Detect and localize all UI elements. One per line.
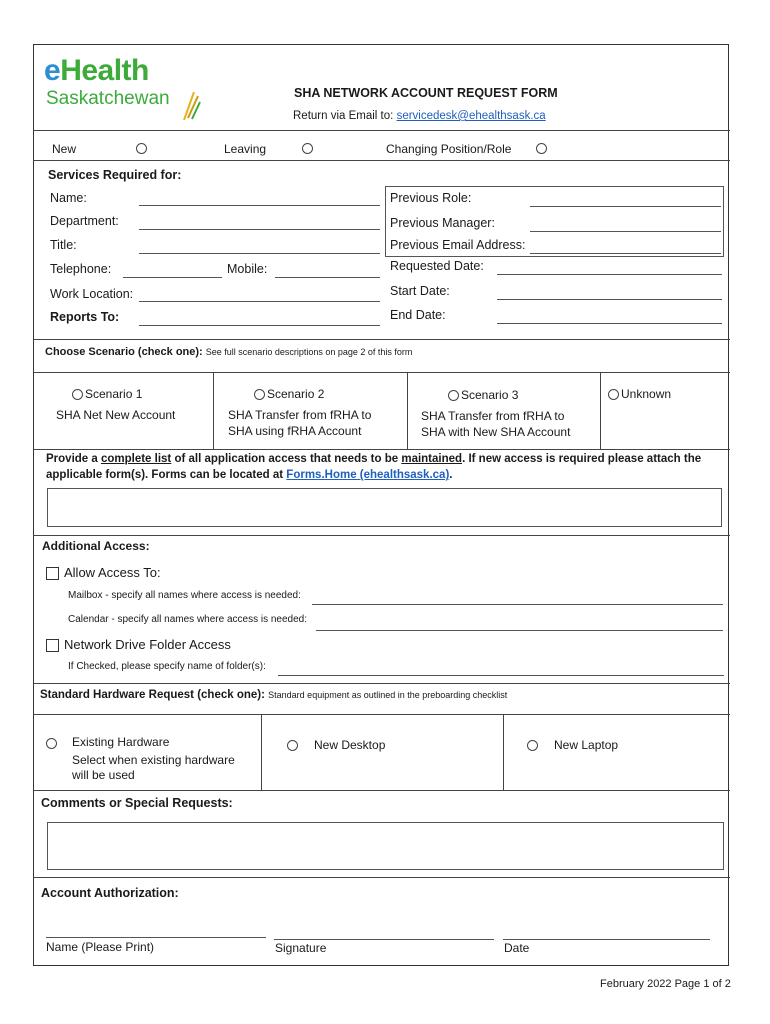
divider	[33, 790, 730, 791]
return-line: Return via Email to: servicedesk@ehealthsask.ca	[293, 110, 546, 122]
comments-heading: Comments or Special Requests:	[41, 796, 233, 810]
hardware-heading-row: Standard Hardware Request (check one): Standard equipment as outlined in the preboarding checklist	[40, 689, 508, 701]
department-field[interactable]	[139, 229, 380, 230]
scenario-3-desc-1: SHA Transfer from fRHA to	[421, 409, 565, 423]
name-field[interactable]	[139, 205, 380, 206]
new-label: New	[52, 142, 77, 156]
changing-radio[interactable]	[536, 143, 547, 154]
scenario-1-radio[interactable]	[72, 389, 83, 400]
existing-hardware-radio[interactable]	[46, 738, 57, 749]
start-date-label: Start Date:	[390, 284, 450, 298]
divider	[600, 372, 601, 449]
reports-to-label: Reports To:	[50, 310, 120, 324]
calendar-field[interactable]	[316, 630, 723, 631]
divider	[503, 714, 504, 790]
allow-access-label: Allow Access To:	[64, 565, 161, 580]
form-title: SHA NETWORK ACCOUNT REQUEST FORM	[294, 86, 558, 100]
folders-label: If Checked, please specify name of folder(s):	[68, 661, 266, 672]
scenario-3-desc-2: SHA with New SHA Account	[421, 425, 571, 439]
divider	[33, 877, 730, 878]
divider	[33, 339, 730, 340]
scenario-1-desc: SHA Net New Account	[56, 408, 176, 422]
previous-email-field[interactable]	[530, 253, 721, 254]
previous-role-field[interactable]	[530, 206, 721, 207]
authorization-heading: Account Authorization:	[41, 886, 179, 900]
changing-label: Changing Position/Role	[386, 142, 512, 156]
work-location-label: Work Location:	[50, 287, 134, 301]
telephone-label: Telephone:	[50, 262, 112, 276]
new-laptop-radio[interactable]	[527, 740, 538, 751]
previous-email-label: Previous Email Address:	[390, 238, 526, 252]
requested-date-field[interactable]	[497, 274, 722, 275]
signature-label: Signature	[275, 941, 327, 955]
name-print-field[interactable]	[46, 937, 266, 938]
work-location-field[interactable]	[139, 301, 380, 302]
end-date-label: End Date:	[390, 308, 446, 322]
scenario-2-desc-2: SHA using fRHA Account	[228, 424, 362, 438]
requested-date-label: Requested Date:	[390, 259, 484, 273]
scenario-3-label: Scenario 3	[461, 388, 519, 402]
scenario-1-label: Scenario 1	[85, 387, 143, 401]
access-list-textarea[interactable]	[47, 488, 722, 527]
existing-hardware-label: Existing Hardware	[72, 735, 170, 749]
existing-hardware-note-2: will be used	[72, 768, 135, 782]
date-label: Date	[504, 941, 530, 955]
unknown-label: Unknown	[621, 387, 672, 401]
divider	[33, 683, 730, 684]
services-heading: Services Required for:	[48, 168, 182, 182]
page-footer: February 2022 Page 1 of 2	[600, 978, 731, 990]
mailbox-field[interactable]	[312, 604, 723, 605]
new-laptop-label: New Laptop	[554, 738, 619, 752]
divider	[33, 130, 730, 131]
new-desktop-radio[interactable]	[287, 740, 298, 751]
network-drive-label: Network Drive Folder Access	[64, 637, 231, 652]
previous-manager-field[interactable]	[530, 231, 721, 232]
signature-field[interactable]	[274, 939, 494, 940]
scenario-3-radio[interactable]	[448, 390, 459, 401]
divider	[33, 449, 730, 450]
mailbox-label: Mailbox - specify all names where access is needed:	[68, 590, 301, 601]
end-date-field[interactable]	[497, 323, 722, 324]
new-radio[interactable]	[136, 143, 147, 154]
department-label: Department:	[50, 214, 119, 228]
leaving-label: Leaving	[224, 142, 267, 156]
divider	[33, 160, 730, 161]
divider	[213, 372, 214, 449]
scenario-heading-row: Choose Scenario (check one): See full scenario descriptions on page 2 of this form	[45, 346, 413, 358]
date-field[interactable]	[503, 939, 710, 940]
title-field[interactable]	[139, 253, 380, 254]
mobile-field[interactable]	[275, 277, 380, 278]
previous-manager-label: Previous Manager:	[390, 216, 495, 230]
comments-textarea[interactable]	[47, 822, 724, 870]
return-email-link[interactable]: servicedesk@ehealthsask.ca	[396, 110, 546, 122]
divider	[33, 535, 730, 536]
scenario-2-label: Scenario 2	[267, 387, 325, 401]
divider	[261, 714, 262, 790]
access-list-instructions: Provide a complete list of all application access that needs to be maintained. If new access is required please attach the	[46, 453, 702, 465]
mobile-label: Mobile:	[227, 262, 268, 276]
additional-heading: Additional Access:	[42, 539, 150, 553]
folders-field[interactable]	[278, 675, 724, 676]
previous-role-label: Previous Role:	[390, 191, 472, 205]
calendar-label: Calendar - specify all names where access is needed:	[68, 614, 308, 625]
leaving-radio[interactable]	[302, 143, 313, 154]
existing-hardware-note-1: Select when existing hardware	[72, 753, 235, 767]
reports-to-field[interactable]	[139, 325, 380, 326]
scenario-2-desc-1: SHA Transfer from fRHA to	[228, 408, 372, 422]
divider	[33, 714, 730, 715]
name-label: Name:	[50, 191, 87, 205]
name-print-label: Name (Please Print)	[46, 940, 155, 954]
wheat-logo-icon	[180, 88, 202, 122]
allow-access-checkbox[interactable]	[46, 567, 59, 580]
telephone-field[interactable]	[123, 277, 222, 278]
start-date-field[interactable]	[497, 299, 722, 300]
access-list-instructions-2: applicable form(s). Forms can be located at Forms.Home (ehealthsask.ca).	[46, 469, 453, 481]
network-drive-checkbox[interactable]	[46, 639, 59, 652]
divider	[33, 372, 730, 373]
divider	[407, 372, 408, 449]
new-desktop-label: New Desktop	[314, 738, 386, 752]
title-label: Title:	[50, 238, 77, 252]
ehealth-logo: eHealth	[44, 54, 149, 87]
unknown-radio[interactable]	[608, 389, 619, 400]
scenario-2-radio[interactable]	[254, 389, 265, 400]
forms-home-link[interactable]: Forms.Home (ehealthsask.ca)	[286, 469, 450, 481]
saskatchewan-logo-text: Saskatchewan	[46, 88, 170, 109]
